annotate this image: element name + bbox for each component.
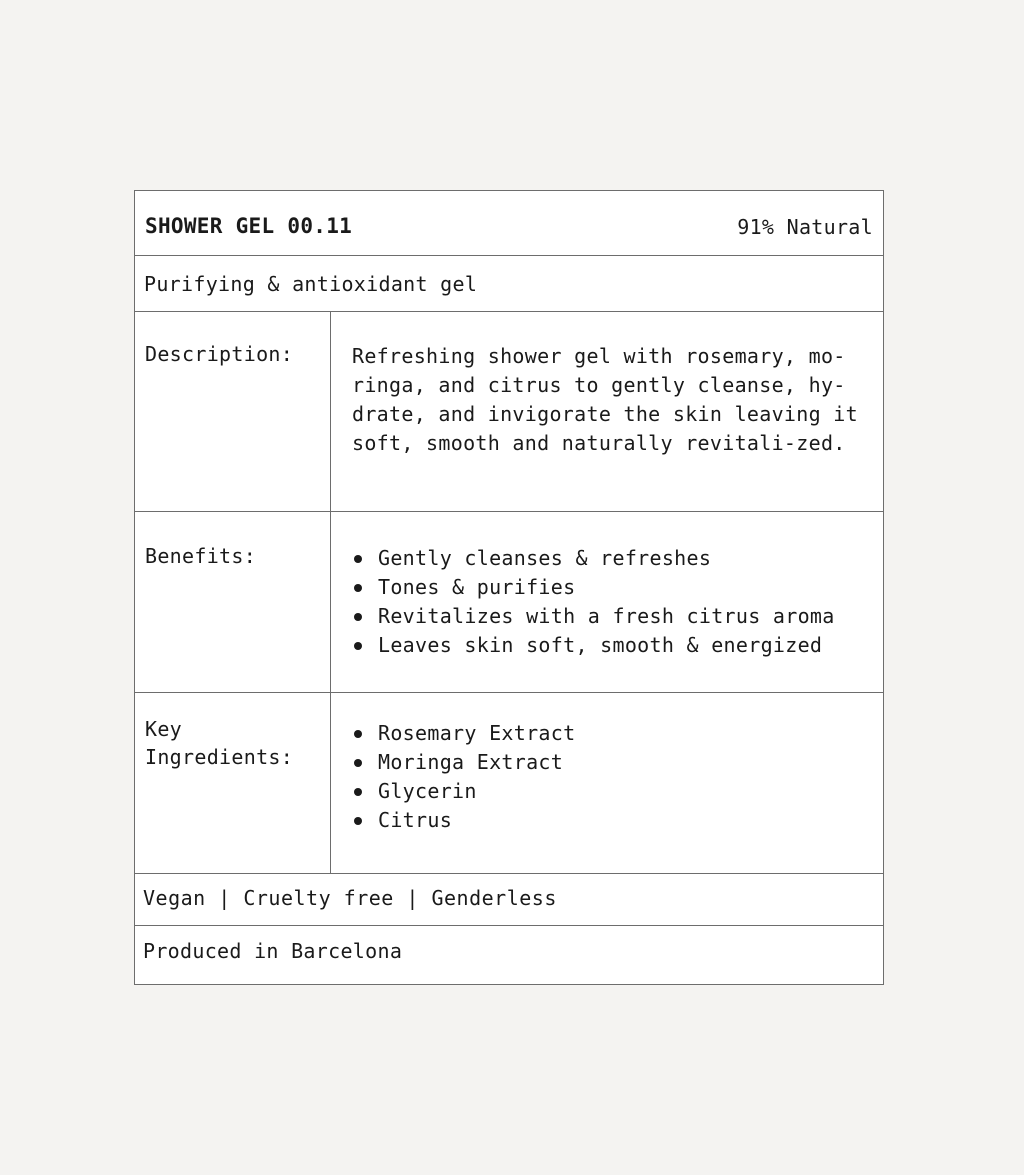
subtitle-row: [135, 256, 883, 312]
bullet-icon: [354, 584, 362, 592]
column-divider: [330, 312, 331, 511]
list-item: [352, 806, 575, 835]
natural-percentage: 91% Natural: [737, 215, 873, 239]
description-text: Refreshing shower gel with rosemary, mo-ringa, and citrus to gently cleanse, hy-drate, and invigorate the skin leaving it soft, smooth and naturally revitali-zed.: [352, 344, 858, 455]
list-item: [352, 777, 575, 806]
ingredient-text: Moringa Extract: [378, 750, 564, 774]
tags-row: [135, 874, 883, 926]
bullet-icon: [354, 613, 362, 621]
column-divider: [330, 512, 331, 692]
product-title: SHOWER GEL 00.11: [145, 214, 353, 238]
bullet-icon: [354, 555, 362, 563]
ingredients-label: Key Ingredients:: [145, 717, 294, 769]
bullet-icon: [354, 759, 362, 767]
benefit-text: Leaves skin soft, smooth & energized: [378, 633, 823, 657]
list-item: [352, 631, 835, 660]
origin-row: [135, 926, 883, 984]
production-origin: Produced in Barcelona: [143, 939, 403, 963]
benefit-text: Tones & purifies: [378, 575, 576, 599]
list-item: [352, 573, 835, 602]
column-divider: [330, 693, 331, 873]
description-row: [135, 312, 883, 512]
bullet-icon: [354, 642, 362, 650]
benefits-row: [135, 512, 883, 693]
list-item: [352, 544, 835, 573]
bullet-icon: [354, 817, 362, 825]
product-subtitle: Purifying & antioxidant gel: [144, 272, 478, 296]
benefit-text: Gently cleanses & refreshes: [378, 546, 712, 570]
title-row: [135, 191, 883, 256]
ingredients-row: [135, 693, 883, 874]
benefits-list: [352, 544, 835, 660]
bullet-icon: [354, 730, 362, 738]
product-label: [134, 190, 884, 985]
list-item: [352, 602, 835, 631]
ingredient-text: Citrus: [378, 808, 453, 832]
list-item: [352, 748, 575, 777]
benefits-label: Benefits:: [145, 544, 257, 568]
list-item: [352, 719, 575, 748]
benefit-text: Revitalizes with a fresh citrus aroma: [378, 604, 835, 628]
description-label: Description:: [145, 342, 294, 366]
ingredients-list: [352, 719, 575, 835]
ingredient-text: Rosemary Extract: [378, 721, 576, 745]
bullet-icon: [354, 788, 362, 796]
product-tags: Vegan | Cruelty free | Genderless: [143, 886, 557, 910]
ingredient-text: Glycerin: [378, 779, 477, 803]
